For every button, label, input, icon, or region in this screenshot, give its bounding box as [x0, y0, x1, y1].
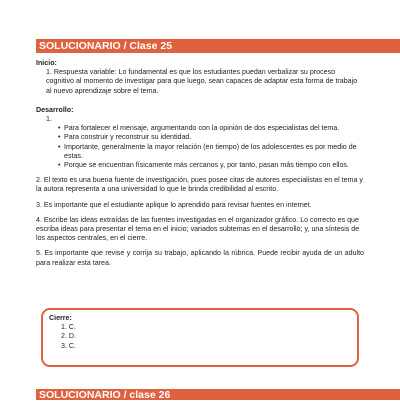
desarrollo-item-1-number: 1. [46, 115, 52, 124]
list-item: 3. C. [61, 341, 76, 350]
list-item: • Porque se encuentran físicamente más cercanos y, por tanto, pasan más tiempo con ellos. [58, 161, 364, 170]
inicio-title: Inicio: [36, 59, 57, 67]
list-item: 2. D. [61, 332, 76, 341]
desarrollo-item-5: 5. Es importante que revise y corrija su trabajo, aplicando la rúbrica. Puede recibir ayuda de un adulto para realizar esta tarea. [36, 249, 364, 267]
footer-band [36, 389, 400, 400]
cierre-box [41, 308, 359, 367]
list-item: • Importante, generalmente la mayor relación (en tiempo) de los adolescentes es por medio de estas. [58, 143, 364, 161]
cierre-answer-list [49, 323, 351, 351]
list-item: • Para fortalecer el mensaje, argumentando con la opinión de dos especialistas del tema. [58, 124, 364, 133]
page-title: SOLUCIONARIO / Clase 25 [39, 40, 173, 52]
desarrollo-bullet-list [36, 124, 364, 170]
desarrollo-item-4: 4. Escribe las ideas extraídas de las fuentes investigadas en el organizador gráfico. Lo correcto es que escriba ideas para presentar el tema en el inicio; variados subtemas en el desarrollo; y, una síntesis de los aspectos centrales, en el cierre. [36, 215, 360, 243]
header-band [36, 39, 400, 53]
desarrollo-item-2: 2. El texto es una buena fuente de investigación, pues posee citas de autores especialistas en el tema y la autora representa a una universidad lo que le brinda credibilidad al escrito. [36, 176, 363, 194]
inicio-item-1: 1. Respuesta variable: Lo fundamental es que los estudiantes puedan verbalizar su proceso cognitivo al momento de investigar para que luego, sean capaces de adaptar esta forma de trabajo al nuevo aprendizaje sobre el tema. [46, 68, 358, 95]
list-item: • Para construir y reconstruir su identidad. [58, 133, 364, 142]
cierre-title: Cierre: [49, 314, 72, 322]
desarrollo-item-3: 3. Es importante que el estudiante aplique lo aprendido para revisar fuentes en internet. [36, 200, 312, 209]
next-section-title: SOLUCIONARIO / clase 26 [39, 389, 171, 401]
list-item: 1. C. [61, 323, 76, 332]
desarrollo-title: Desarrollo: [36, 105, 74, 114]
main-content [36, 59, 364, 268]
